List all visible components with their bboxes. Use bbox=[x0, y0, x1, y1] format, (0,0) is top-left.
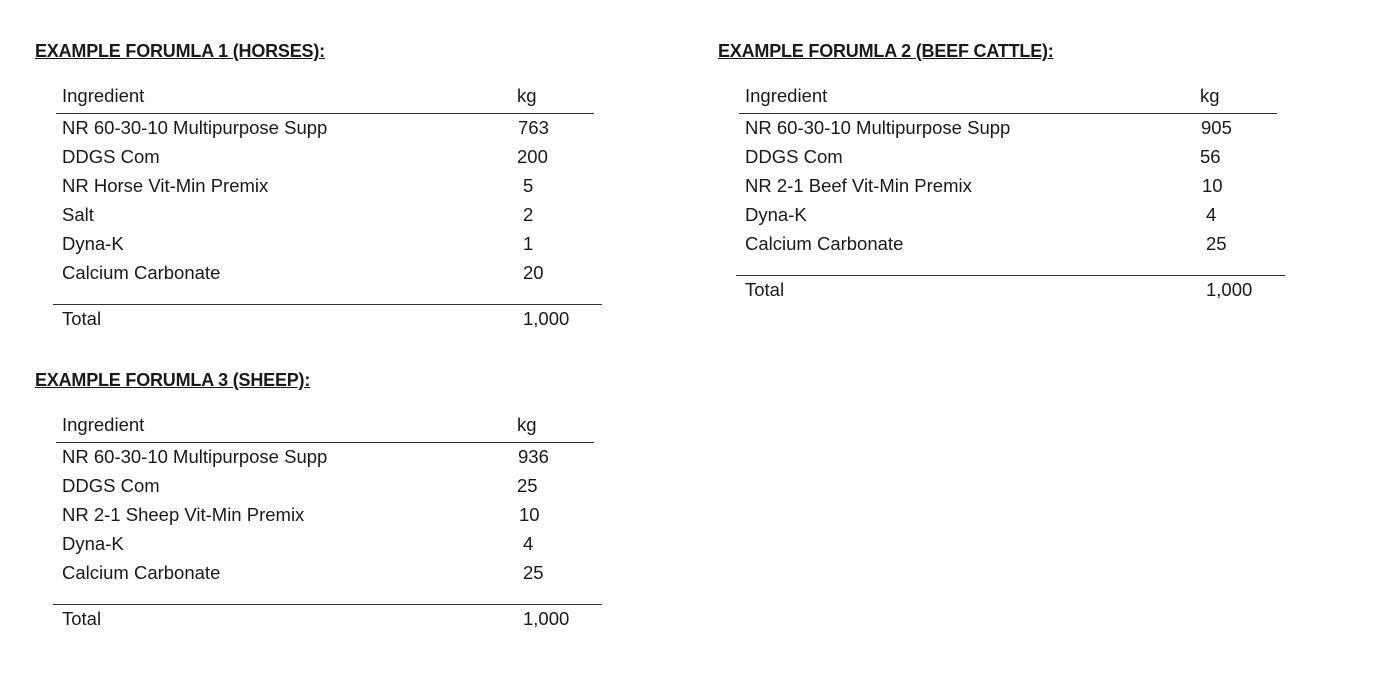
total-kg: 1,000 bbox=[1206, 279, 1253, 300]
ingredient-name: Calcium Carbonate bbox=[62, 262, 221, 283]
header-rule bbox=[56, 113, 594, 114]
total-kg: 1,000 bbox=[523, 308, 570, 329]
total-rule bbox=[736, 275, 1285, 276]
ingredient-header: Ingredient bbox=[62, 414, 145, 435]
ingredient-kg: 2 bbox=[523, 204, 534, 225]
ingredient-name: NR 60-30-10 Multipurpose Supp bbox=[62, 446, 328, 467]
ingredient-name: NR 60-30-10 Multipurpose Supp bbox=[62, 117, 328, 138]
ingredient-kg: 10 bbox=[519, 504, 540, 525]
header-rule bbox=[56, 442, 594, 443]
ingredient-name: DDGS Com bbox=[62, 475, 160, 496]
ingredient-kg: 20 bbox=[523, 262, 544, 283]
ingredient-kg: 4 bbox=[523, 533, 534, 554]
ingredient-kg: 25 bbox=[523, 562, 544, 583]
total-label: Total bbox=[62, 608, 102, 629]
ingredient-kg: 10 bbox=[1202, 175, 1223, 196]
ingredient-name: DDGS Com bbox=[62, 146, 160, 167]
ingredient-name: Dyna-K bbox=[62, 533, 124, 554]
ingredient-kg: 200 bbox=[517, 146, 548, 167]
total-rule bbox=[53, 304, 602, 305]
kg-header: kg bbox=[1200, 85, 1220, 106]
formula-3-title: EXAMPLE FORUMLA 3 (SHEEP): bbox=[35, 370, 311, 390]
ingredient-name: Dyna-K bbox=[745, 204, 807, 225]
total-label: Total bbox=[745, 279, 785, 300]
total-label: Total bbox=[62, 308, 102, 329]
total-kg: 1,000 bbox=[523, 608, 570, 629]
kg-header: kg bbox=[517, 85, 537, 106]
ingredient-name: Calcium Carbonate bbox=[62, 562, 221, 583]
ingredient-kg: 763 bbox=[518, 117, 549, 138]
ingredient-name: NR Horse Vit-Min Premix bbox=[62, 175, 269, 196]
ingredient-name: NR 2-1 Sheep Vit-Min Premix bbox=[62, 504, 305, 525]
formula-1-title: EXAMPLE FORUMLA 1 (HORSES): bbox=[35, 41, 325, 61]
ingredient-name: Salt bbox=[62, 204, 94, 225]
formula-2-title: EXAMPLE FORUMLA 2 (BEEF CATTLE): bbox=[718, 41, 1054, 61]
ingredient-name: NR 2-1 Beef Vit-Min Premix bbox=[745, 175, 972, 196]
ingredient-name: Dyna-K bbox=[62, 233, 124, 254]
ingredient-kg: 25 bbox=[517, 475, 538, 496]
ingredient-name: Calcium Carbonate bbox=[745, 233, 904, 254]
kg-header: kg bbox=[517, 414, 537, 435]
ingredient-kg: 5 bbox=[523, 175, 534, 196]
ingredient-kg: 1 bbox=[523, 233, 534, 254]
ingredient-kg: 4 bbox=[1206, 204, 1217, 225]
ingredient-kg: 25 bbox=[1206, 233, 1227, 254]
ingredient-kg: 905 bbox=[1201, 117, 1232, 138]
ingredient-name: NR 60-30-10 Multipurpose Supp bbox=[745, 117, 1011, 138]
ingredient-kg: 936 bbox=[518, 446, 549, 467]
ingredient-header: Ingredient bbox=[62, 85, 145, 106]
ingredient-name: DDGS Com bbox=[745, 146, 843, 167]
ingredient-kg: 56 bbox=[1200, 146, 1221, 167]
header-rule bbox=[739, 113, 1277, 114]
total-rule bbox=[53, 604, 602, 605]
ingredient-header: Ingredient bbox=[745, 85, 828, 106]
